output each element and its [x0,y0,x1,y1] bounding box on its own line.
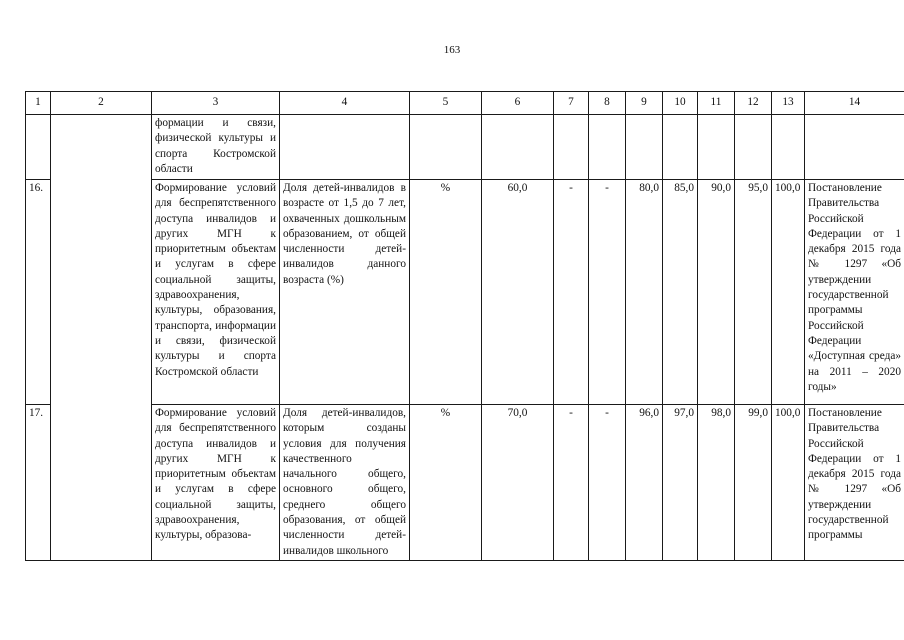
source-cell: Постановление Правительства Российской Федерации от 1 декабря 2015 года № 1297 «Об утверждении государственной программы Российской Федерации «Доступная среда» на 2011 – 2020 годы» [805,180,904,405]
value-cell: 100,0 [772,180,805,405]
value-cell: 97,0 [663,405,698,561]
value-cell: - [589,180,626,405]
column-header: 6 [482,92,554,115]
value-cell [626,115,663,180]
column-header: 12 [735,92,772,115]
row-number-cell: 16. [26,180,51,405]
event-cell: Формирование условий для беспрепятственного доступа инвалидов и других МГН к приоритетным объектам и услугам в сфере социальной защиты, здравоохранения, культуры, образова- [152,405,280,561]
unit-cell: % [410,180,482,405]
column-header: 2 [51,92,152,115]
value-cell: 90,0 [698,180,735,405]
page-number: 163 [443,44,461,56]
base-value-cell [482,115,554,180]
indicator-cell [280,115,410,180]
event-cell: формации и связи, физической культуры и спорта Костромской области [152,115,280,180]
indicator-cell: Доля детей-инвалидов, которым созданы условия для получения качественного начального общего, основного общего, среднего общего образования, от общей численности детей-инвалидов школьного [280,405,410,561]
unit-cell: % [410,405,482,561]
column-header: 1 [26,92,51,115]
column-header: 14 [805,92,904,115]
base-value-cell: 60,0 [482,180,554,405]
column-header: 13 [772,92,805,115]
header-row [26,92,904,115]
base-value-cell: 70,0 [482,405,554,561]
program-cell [51,115,152,561]
value-cell [735,115,772,180]
value-cell: - [554,180,589,405]
unit-cell [410,115,482,180]
value-cell: 99,0 [735,405,772,561]
indicators-table [25,91,904,561]
event-cell: Формирование условий для беспрепятственного доступа инвалидов и других МГН к приоритетным объектам и услугам в сфере социальной защиты, здравоохранения, культуры, образования, транспорта, информации и связи, физической культуры и спорта Костромской области [152,180,280,405]
value-cell [772,115,805,180]
value-cell [589,115,626,180]
row-number-cell [26,115,51,180]
column-header: 4 [280,92,410,115]
column-header: 7 [554,92,589,115]
value-cell: 95,0 [735,180,772,405]
value-cell [698,115,735,180]
column-header: 9 [626,92,663,115]
value-cell: 80,0 [626,180,663,405]
value-cell: 85,0 [663,180,698,405]
value-cell: 96,0 [626,405,663,561]
column-header: 8 [589,92,626,115]
indicator-cell: Доля детей-инвалидов в возрасте от 1,5 до 7 лет, охваченных дошкольным образованием, от общей численности детей-инвалидов данного возраста (%) [280,180,410,405]
value-cell [663,115,698,180]
source-cell: Постановление Правительства Российской Федерации от 1 декабря 2015 года № 1297 «Об утверждении государственной программы [805,405,904,561]
table-row-continuation [26,115,904,180]
column-header: 11 [698,92,735,115]
row-number-cell: 17. [26,405,51,561]
table-row [26,180,904,405]
column-header: 10 [663,92,698,115]
value-cell: 100,0 [772,405,805,561]
table-row [26,405,904,561]
column-header: 5 [410,92,482,115]
value-cell: - [589,405,626,561]
source-cell [805,115,904,180]
value-cell [554,115,589,180]
value-cell: - [554,405,589,561]
column-header: 3 [152,92,280,115]
value-cell: 98,0 [698,405,735,561]
